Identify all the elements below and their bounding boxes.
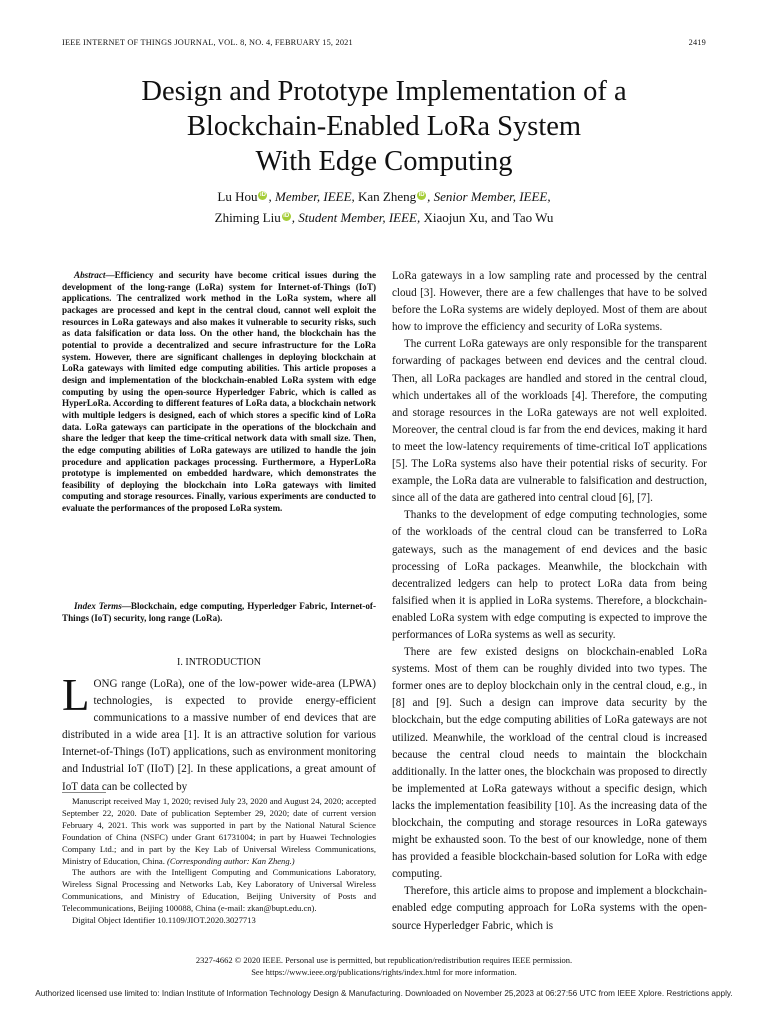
body-paragraph: The current LoRa gateways are only responsible for the transparent forwarding of packages between end devices and the central cloud. Then, all LoRa packages are handled and stored in the central cloud, which undertakes all of the workloads [4]. Therefore, the computing and storage resources in the LoRa gateways are not well exploited. Moreover, the central cloud is far from the end devices, making it hard to meet the low-latency requirements of time-critical IoT applications [5]. The LoRa systems also have their potential risks of security. For example, the LoRa data are vulnerable to falsification and destruction, since all of the data are gathered into central cloud [6], [7]. [392,338,707,505]
abstract [62,270,376,515]
title-line-2: Blockchain-Enabled LoRa System [186,111,582,142]
author-affiliation: , Student Member, IEEE, [291,210,421,225]
orcid-icon[interactable]: iD [259,192,266,198]
index-terms-label: Index Terms [74,601,122,611]
body-paragraph: Thanks to the development of edge computing technologies, some of the workloads of the central cloud can be transferred to LoRa gateways, such as the management of end devices and the basic processing of LoRa packages. Meanwhile, the blockchain with decentralized ledgers can help to protect LoRa data from being falsified when it is applied in LoRa systems. Therefore, a blockchain-enabled LoRa system with edge computing is expected to improve the performances of LoRa systems as well as security. [392,509,707,641]
abstract-text: —Efficiency and security have become critical issues during the development of the long-range (LoRa) system for Internet-of-Things (IoT) applications. The centralized work method in the LoRa system, where all packages are processed and kept in the central cloud, cannot well exploit the resources in LoRa gateways and also makes it vulnerable to security risks, such as data falsification or data loss. On the other hand, the blockchain has the potential to provide a decentralized and secure infrastructure for the LoRa system. However, there are significant challenges in deploying blockchain at LoRa gateways with limited edge computing abilities. This article proposes a design and implementation of the blockchain-enabled LoRa system with edge computing by using the open-source Hyperledger Fabric, which is called as HyperLoRa. According to different features of LoRa data, a blockchain network with multiple ledgers is designed, each of which stores a specific kind of LoRa data. LoRa gateways can participate in the operations of the blockchain and share the ledger that keep the time-critical network data with small size. Then, the edge computing abilities of LoRa gateways are utilized to handle the join procedure and application packages processing. Furthermore, a HyperLoRa prototype is implemented on embedded hardware, which demonstrates the feasibility of deploying the blockchain into LoRa gateways with limited computing and storage resources. Finally, various experiments are conducted to evaluate the performances of the proposed LoRa system. [62,270,376,514]
author-list [60,186,708,228]
page-number: 2419 [688,38,706,47]
abstract-label: Abstract [74,270,106,280]
body-paragraph: Therefore, this article aims to propose and implement a blockchain-enabled edge computing approach for LoRa systems with the open-source Hyperledger Fabric, which is [392,885,707,932]
footnote-affiliation: The authors are with the Intelligent Computing and Communications Laboratory, Wireless Signal Processing and Networks Lab, Key Laboratory of Universal Wireless Communications, and Ministry of Education, Beijing University of Posts and Telecommunications, Beijing 100088, China (e-mail: zkan@bupt.edu.cn). [62,867,376,914]
footnote [62,796,376,927]
footnote-manuscript: Manuscript received May 1, 2020; revised July 23, 2020 and August 24, 2020; accepted September 22, 2020. Date of publication September 29, 2020; date of current version February 4, 2021. This work was supported in part by the National Natural Science Foundation of China (NSFC) under Grant 61731004; in part by Huawei Technologies Company Ltd.; and in part by the Key Lab of Universal Wireless Communications, Ministry of Education, China. [62,796,376,866]
footnote-rule [62,792,106,793]
copyright-line-1: 2327-4662 © 2020 IEEE. Personal use is permitted, but republication/redistribution requires IEEE permission. [195,955,573,965]
section-heading: I. INTRODUCTION [177,657,261,668]
title-line-3: With Edge Computing [255,146,513,177]
author-name: Zhiming Liu [214,210,281,225]
orcid-icon[interactable]: iD [283,213,290,219]
running-header-journal: IEEE INTERNET OF THINGS JOURNAL, VOL. 8, NO. 4, FEBRUARY 15, 2021 [62,38,353,47]
author-names-rest: Xiaojun Xu, and Tao Wu [420,210,554,225]
introduction-text [62,670,376,796]
title-line-1: Design and Prototype Implementation of a [141,76,627,107]
copyright-line-2: See https://www.ieee.org/publications/rights/index.html for more information. [251,967,517,977]
body-paragraph: There are few existed designs on blockchain-enabled LoRa systems. Most of them can be roughly divided into two types. The former ones are to deploy blockchain only in the central cloud, e.g., in [8] and [9]. Such a design can improve data security by the blockchain, but the edge computing abilities of LoRa gateways are not utilized. Meanwhile, the workload of the central cloud is increased because the central cloud needs to maintain the blockchain additionally. In the latter ones, the blockchain was proposed to directly be implemented at LoRa gateways without a specific design, which lacks the implementation feasibility [10]. As the increasing data of the blockchain, the computing and storage resources in LoRa gateways might be exhausted soon. To the best of our knowledge, none of them has provided a feasible blockchain-based solution for LoRa with edge computing. [392,646,707,881]
author-affiliation: , Senior Member, IEEE, [427,189,551,204]
intro-paragraph: ONG range (LoRa), one of the low-power wide-area (LPWA) technologies, is expected to provide energy-efficient communications to a massive number of end devices that are distributed in a wide area [1]. It is an attractive solution for various Internet-of-Things (IoT) applications, such as environment monitoring and Industrial IoT (IIoT) [2]. In these applications, a great amount of IoT data can be collected by [62,678,376,793]
authorized-use-banner: Authorized licensed use limited to: Indian Institute of Information Technology Design & Manufacturing. Downloaded on November 25,2023 at 06:27:56 UTC from IEEE Xplore. Restrictions apply. [35,989,733,998]
body-paragraph: LoRa gateways in a low sampling rate and processed by the central cloud [3]. However, there are a few challenges that have to be solved before the LoRa systems are widely deployed. Most of them are about how to improve the efficiency and security of LoRa systems. [392,270,707,334]
right-column-text [392,268,707,935]
drop-cap: L [62,670,90,720]
orcid-icon[interactable]: iD [418,192,425,198]
index-terms [62,601,376,624]
paper-title [60,74,708,179]
author-name: Kan Zheng [354,189,417,204]
footnote-doi: Digital Object Identifier 10.1109/JIOT.2020.3027713 [72,915,256,926]
index-terms-text: —Blockchain, edge computing, Hyperledger Fabric, Internet-of-Things (IoT) security, long range (LoRa). [62,601,376,623]
author-name: Lu Hou [217,189,258,204]
footnote-corresponding: (Corresponding author: Kan Zheng.) [164,855,295,866]
author-affiliation: , Member, IEEE, [268,189,355,204]
